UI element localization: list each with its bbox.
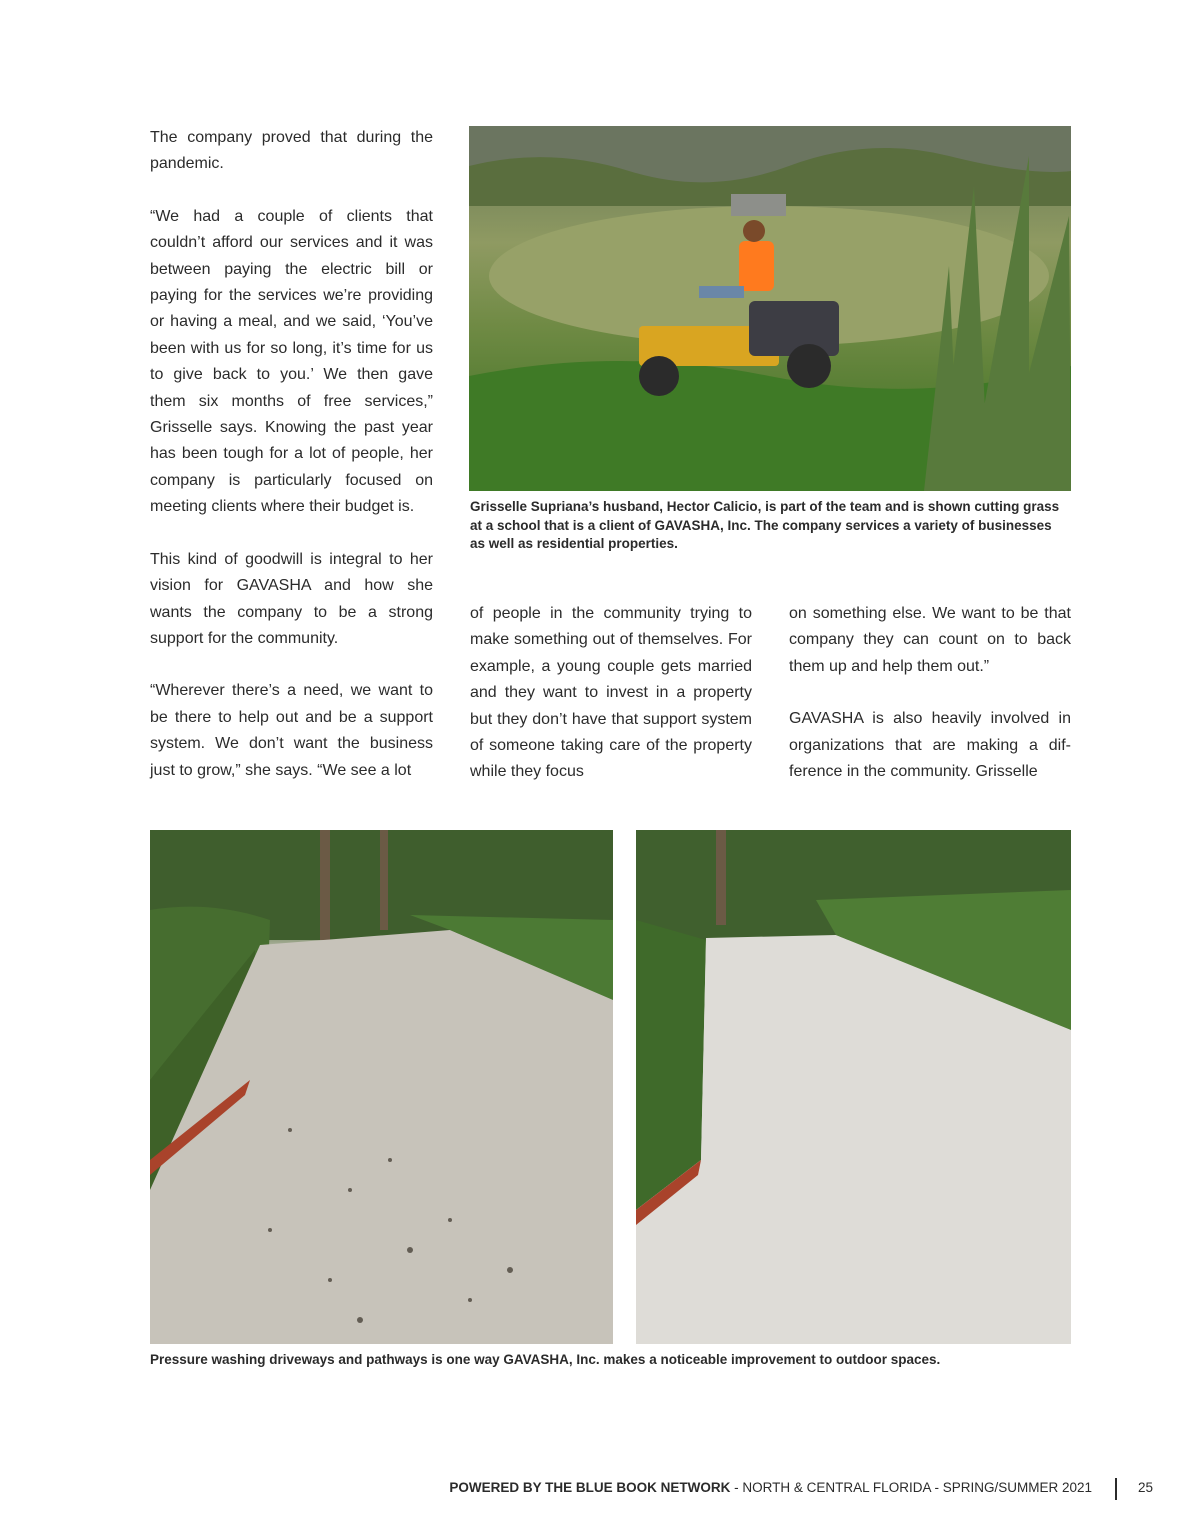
footer-publication-line <box>449 1480 1092 1495</box>
paragraph: on something else. We want to be that company they can count on to back them up and help them out.” <box>789 605 1071 675</box>
paragraph: “We had a couple of clients that couldn’t afford our services and it was between paying the electric bill or paying for the services we’re providing or having a meal, and we said, ‘You’ve been with us for so long, it’s time for us to give back to you.’ We then gave them six months of free services,” Grisselle says. Knowing the past year has been tough for a lot of people, her company is particularly focused on meeting clients where their budget is. <box>150 207 433 516</box>
edition-info: - NORTH & CENTRAL FLORIDA - SPRING/SUMMER 2021 <box>730 1480 1092 1495</box>
paragraph: of people in the community trying to make something out of themselves. For example, a young couple gets married and they want to invest in a property but they don’t have that support system of someone taking care of the property while they focus <box>470 605 752 781</box>
driveway-before-photo <box>150 830 613 1344</box>
driveway-after-illustration <box>636 830 1071 1344</box>
paragraph: This kind of goodwill is integral to her vision for GAVASHA and how she wants the company to be a strong support for the community. <box>150 550 433 647</box>
publication-name: POWERED BY THE BLUE BOOK NETWORK <box>449 1480 731 1495</box>
mower-photo <box>469 126 1071 491</box>
driveway-before-illustration <box>150 830 613 1344</box>
footer-divider <box>1115 1478 1117 1500</box>
paragraph: GAVASHA is also heavily involved in organizations that are making a difference in the community. Grisselle <box>789 710 1071 781</box>
mower-photo-caption: Grisselle Supriana’s husband, Hector Calicio, is part of the team and is shown cutting grass at a school that is a client of GAVASHA, Inc. The company services a variety of businesses as well as residential properties. <box>470 499 1060 551</box>
article-column-right <box>789 601 1071 785</box>
article-column-left <box>150 125 433 784</box>
paragraph: “Wherever there’s a need, we want to be there to help out and be a support system. We don’t want the business just to grow,” she says. “We see a lot <box>150 682 433 779</box>
driveway-after-photo <box>636 830 1071 1344</box>
article-column-middle <box>470 601 752 786</box>
page-number: 25 <box>1138 1480 1154 1495</box>
pressure-washing-caption: Pressure washing driveways and pathways is one way GAVASHA, Inc. makes a noticeable improvement to outdoor spaces. <box>150 1352 941 1367</box>
mower-illustration <box>469 126 1071 491</box>
paragraph: The company proved that during the pandemic. <box>150 129 433 173</box>
page-footer <box>0 1478 1200 1502</box>
